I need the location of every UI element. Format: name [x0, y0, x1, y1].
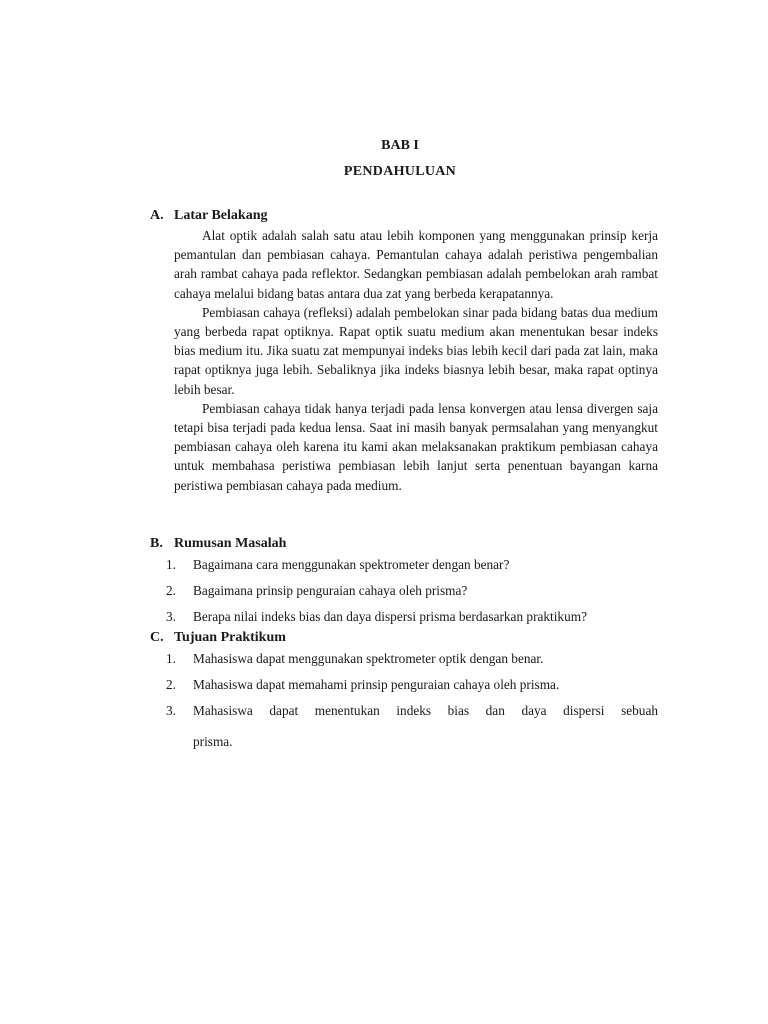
list-number: 1.	[166, 557, 176, 572]
section-title: Tujuan Praktikum	[174, 630, 286, 645]
list-text: Bagaimana prinsip penguraian cahaya oleh prisma?	[193, 583, 468, 598]
list-number: 2.	[166, 583, 176, 598]
section-heading-tujuan-praktikum	[150, 630, 286, 646]
section-marker: A.	[150, 208, 164, 223]
section-heading-rumusan-masalah	[150, 536, 286, 552]
list-text: Mahasiswa dapat menentukan indeks bias dan daya dispersi sebuah	[193, 703, 658, 718]
problem-list	[166, 555, 658, 633]
section-marker: C.	[150, 630, 164, 645]
list-text: Mahasiswa dapat menggunakan spektrometer optik dengan benar.	[193, 651, 544, 666]
list-number: 3.	[166, 609, 176, 624]
list-item	[166, 555, 658, 581]
list-item	[166, 701, 658, 720]
section-marker: B.	[150, 536, 163, 551]
paragraph: Pembiasan cahaya (refleksi) adalah pembelokan sinar pada bidang batas dua medium yang berbeda rapat optiknya. Rapat optik suatu medium akan menentukan besar indeks bias medium itu. Jika suatu zat mempunyai indeks bias lebih kecil dari pada zat lain, maka rapat optiknya juga lebih. Sebaliknya jika indeks biasnya lebih besar, maka rapat optinya lebih besar.	[174, 304, 658, 397]
paragraph: Alat optik adalah salah satu atau lebih komponen yang menggunakan prinsip kerja pemantulan dan pembiasan cahaya. Pemantulan cahaya adalah peristiwa pengembalian arah rambat cahaya pada reflektor. Sedangkan pembiasan adalah pembelokan arah rambat cahaya melalui bidang batas antara dua zat yang berbeda kerapatannya.	[174, 228, 658, 301]
list-text-continuation: prisma.	[193, 734, 233, 749]
paragraph: Pembiasan cahaya tidak hanya terjadi pada lensa konvergen atau lensa divergen saja tetapi bisa terjadi pada kedua lensa. Saat ini masih banyak permsalahan yang menyangkut pembiasan cahaya oleh karena itu kami akan melaksanakan praktikum pembiasan cahaya untuk membahasa peristiwa pembiasan lebih lanjut serta penentuan bayangan karna peristiwa pembiasan cahaya pada medium.	[174, 400, 658, 493]
section-heading-latar-belakang	[150, 208, 267, 224]
list-number: 2.	[166, 677, 176, 692]
list-text: Berapa nilai indeks bias dan daya dispersi prisma berdasarkan praktikum?	[193, 609, 587, 624]
section-title: Latar Belakang	[174, 208, 268, 223]
objective-list	[166, 649, 658, 720]
chapter-title: PENDAHULUAN	[343, 164, 457, 179]
list-number: 1.	[166, 651, 176, 666]
list-item	[166, 649, 658, 675]
list-item	[166, 581, 658, 607]
list-item	[166, 675, 658, 701]
background-text	[174, 226, 658, 495]
chapter-number: BAB I	[381, 138, 419, 153]
section-title: Rumusan Masalah	[174, 536, 287, 551]
list-text: Bagaimana cara menggunakan spektrometer dengan benar?	[193, 557, 510, 572]
list-text: Mahasiswa dapat memahami prinsip penguraian cahaya oleh prisma.	[193, 677, 560, 692]
list-number: 3.	[166, 703, 176, 718]
